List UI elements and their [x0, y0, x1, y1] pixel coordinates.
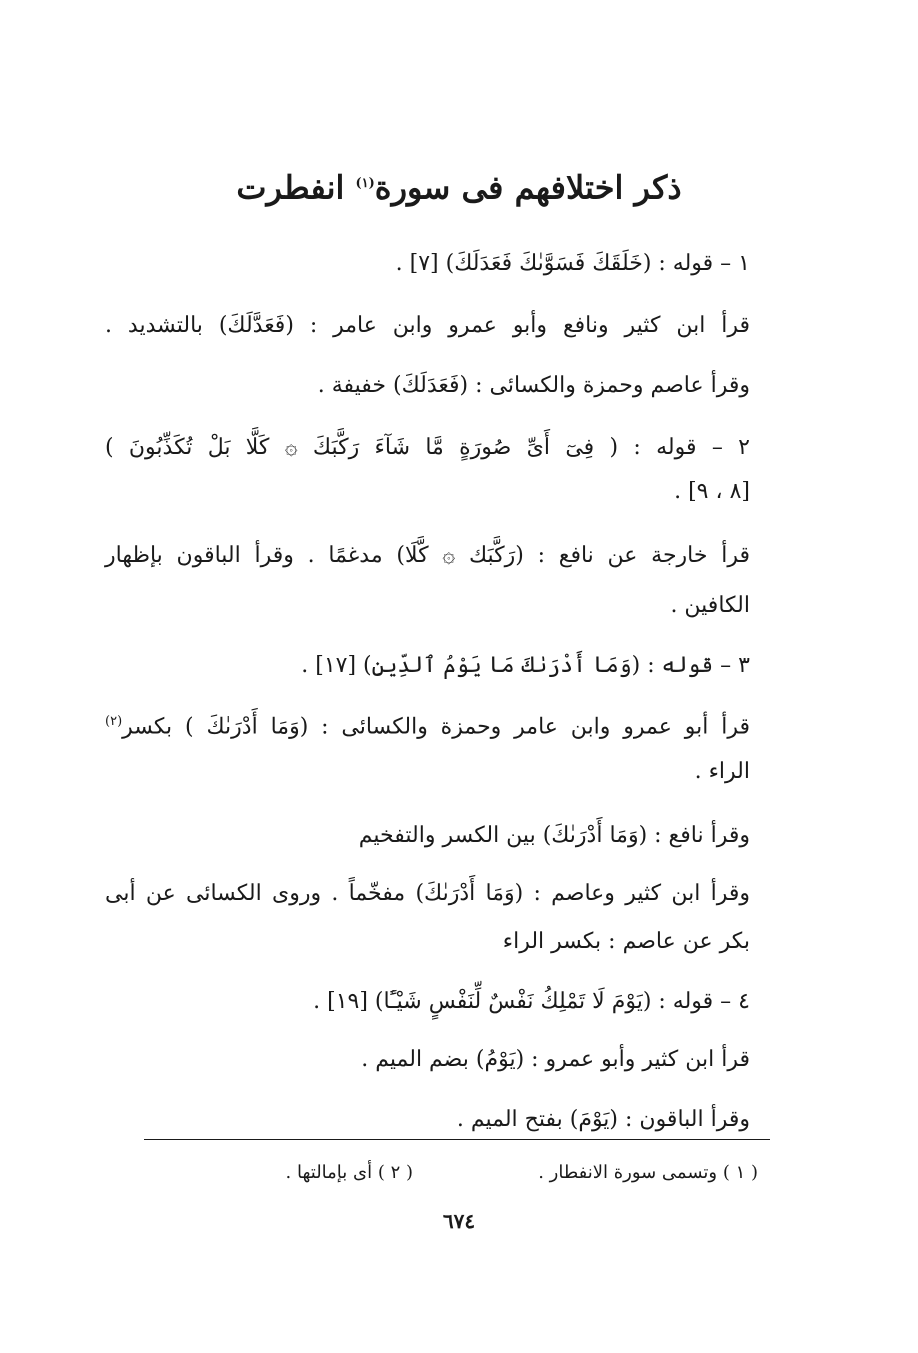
footnote: ( ٢ ) أى بإمالتها . [285, 1162, 413, 1183]
footnote: ( ١ ) وتسمى سورة الانفطار . [538, 1162, 758, 1183]
text-line: وقرأ ابن كثير وعاصم : (وَمَا أَدْرَىٰكَ) مفخّماً . وروى الكسائى عن أبى [105, 881, 750, 906]
text-line: ٣ – قوله : (وَمَا أَدْرَىٰكَ مَا يَوْمُ ٱلدِّينِ) [١٧] . [301, 653, 750, 678]
text-line: وقرأ نافع : (وَمَا أَدْرَىٰكَ) بين الكسر والتفخيم [358, 823, 750, 848]
text-line: [٨ ، ٩] . [674, 479, 750, 504]
text-segment: قرأ أبو عمرو وابن عامر وحمزة والكسائى : (وَمَا أَدْرَىٰكَ ) بكسر [122, 714, 750, 740]
text-line: قرأ ابن كثير ونافع وأبو عمرو وابن عامر : (فَعَدَّلَكَ) بالتشديد . [105, 313, 750, 338]
text-line: بكر عن عاصم : بكسر الراء [502, 929, 750, 954]
text-line: الكافين . [670, 593, 750, 618]
text-line: قرأ ابن كثير وأبو عمرو : (يَوْمُ) بضم الميم . [361, 1047, 750, 1072]
text-line: الراء . [694, 759, 750, 784]
text-line: ١ – قوله : (خَلَقَكَ فَسَوَّىٰكَ فَعَدَلَكَ) [٧] . [395, 251, 750, 276]
text-line: وقرأ عاصم وحمزة والكسائى : (فَعَدَلَكَ) خفيفة . [317, 373, 750, 398]
text-line: وقرأ الباقون : (يَوْمَ) بفتح الميم . [456, 1107, 750, 1132]
title-main: ذكر اختلافهم فى سورة [374, 168, 682, 207]
title-footnote-ref: (١) [355, 176, 375, 191]
page-title [0, 160, 918, 212]
text-line [105, 702, 750, 747]
text-line: ٢ – قوله : ( فِىٓ أَىِّ صُورَةٍ مَّا شَآءَ رَكَّبَكَ ۞ كَلَّا بَلْ تُكَذِّبُونَ ) [105, 435, 750, 460]
page-number: ٦٧٤ [442, 1209, 476, 1233]
text-line: ٤ – قوله : (يَوْمَ لَا تَمْلِكُ نَفْسٌ لِّنَفْسٍ شَيْـًٔا) [١٩] . [313, 989, 750, 1014]
footnote-divider [144, 1139, 770, 1140]
footnote-ref: (٢) [105, 714, 123, 729]
title-surah: انفطرت [236, 168, 345, 207]
text-line: قرأ خارجة عن نافع : (رَكَّبَك ۞ كَّلَا) مدغمًا . وقرأ الباقون بإظهار [105, 543, 750, 568]
